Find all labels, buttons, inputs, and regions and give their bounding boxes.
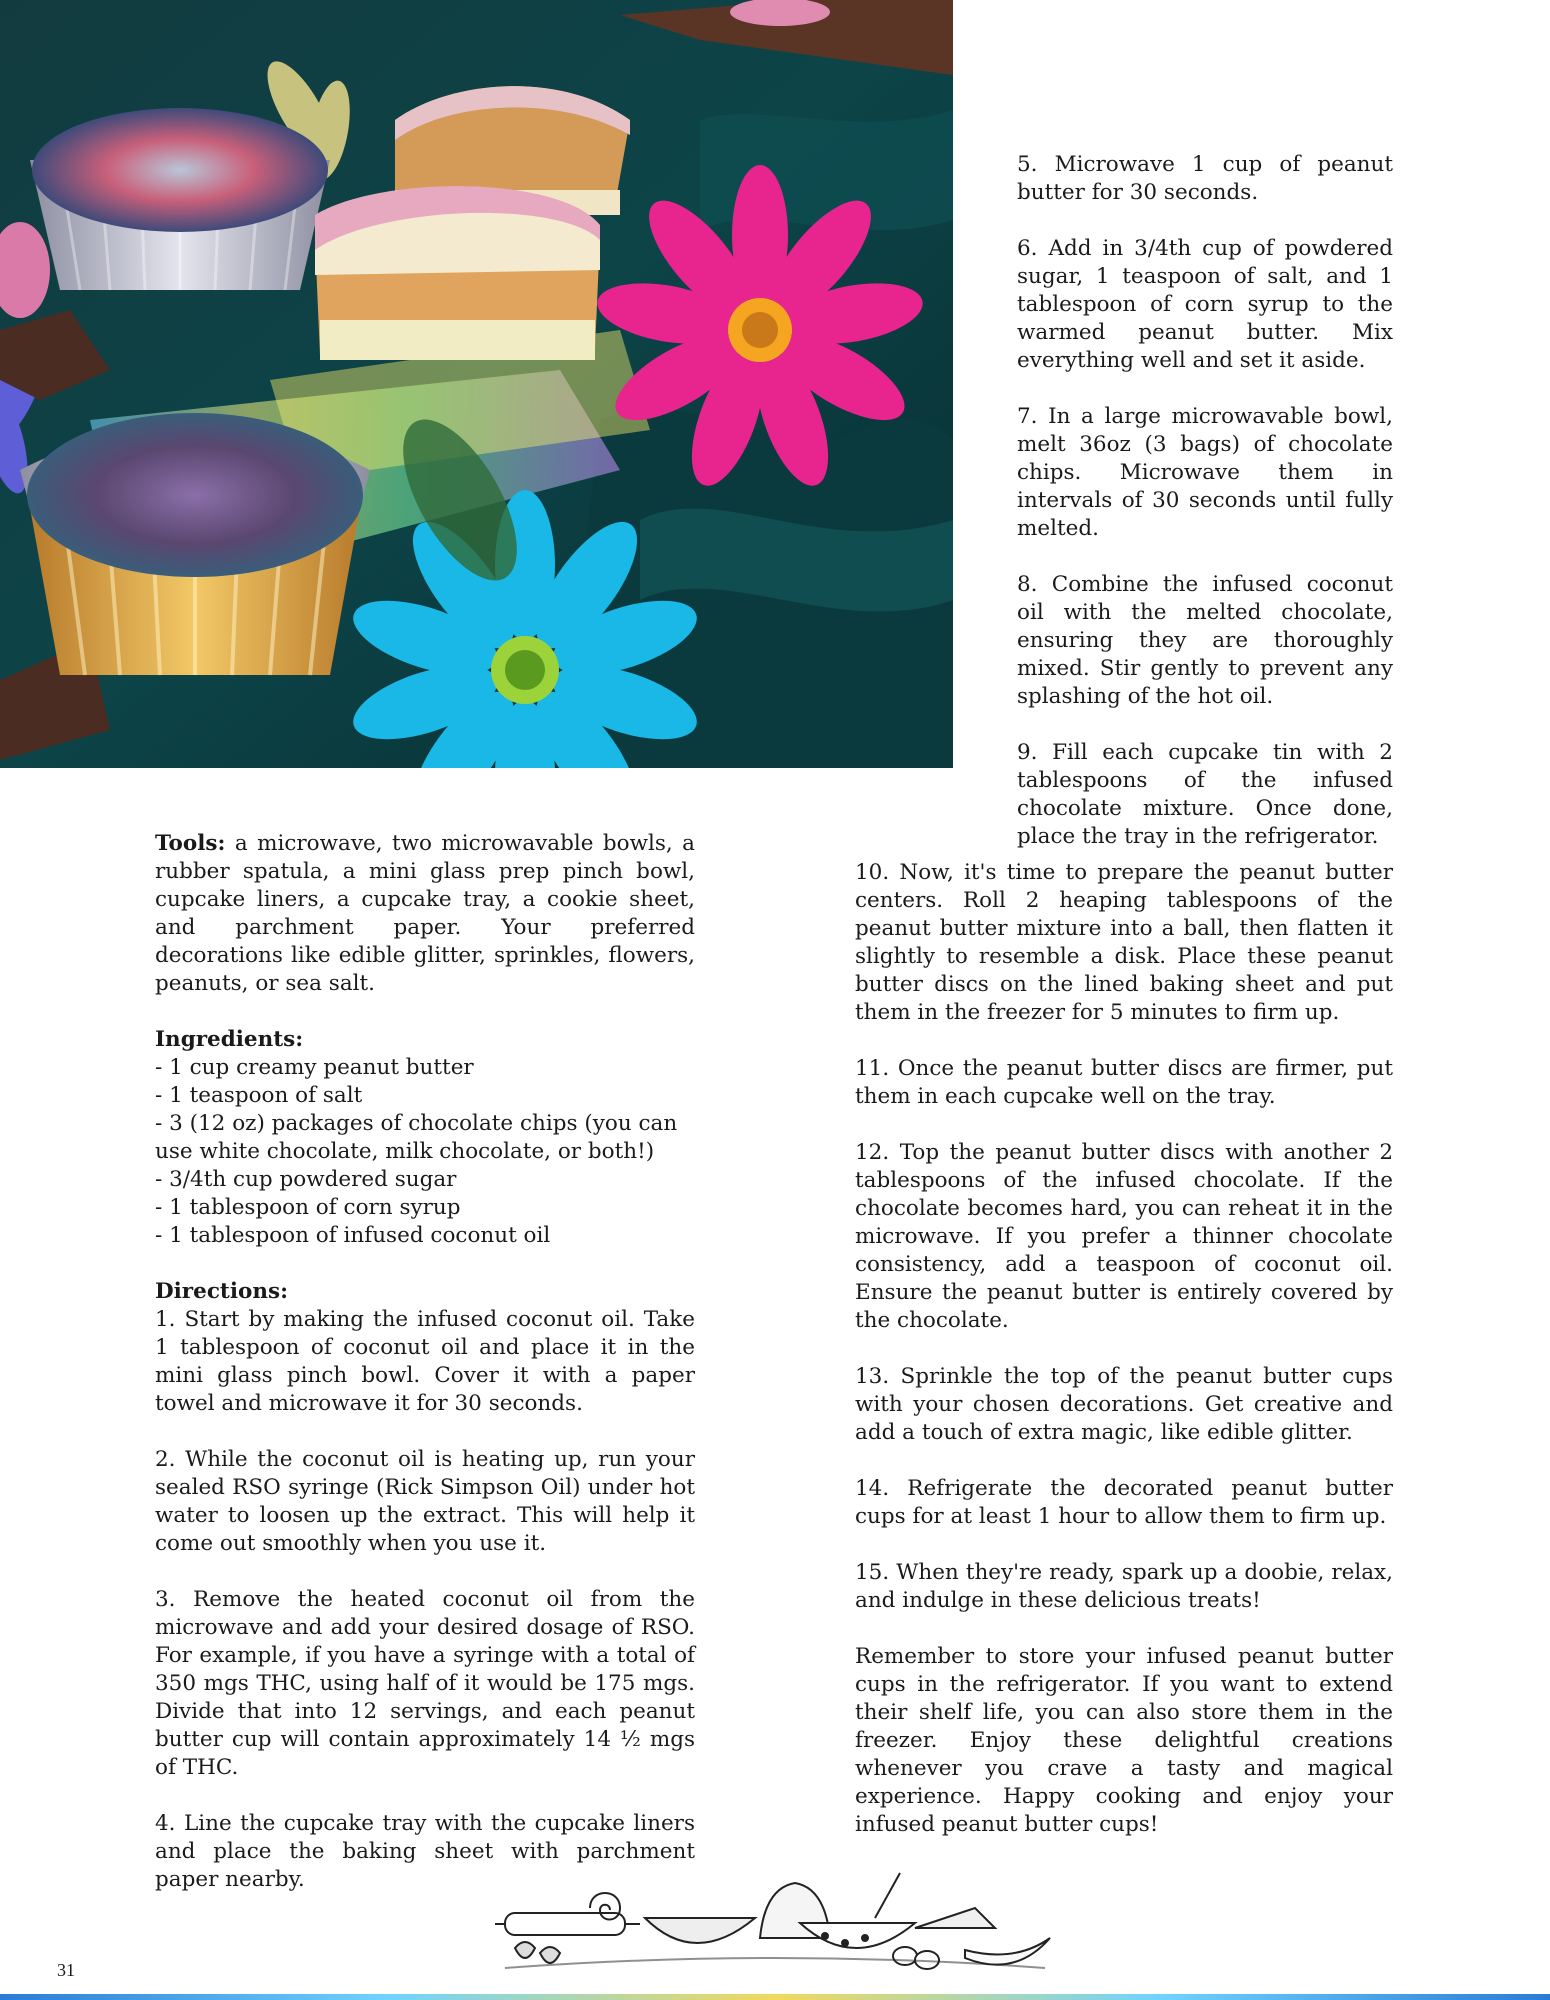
right-top-column xyxy=(1017,151,1393,851)
step-3: 3. Remove the heated coconut oil from the microwave and add your desired dosage of RSO. For example, if you have a syringe with a total of 350 mgs THC, using half of it would be 175 mgs. Divide that into 12 servings, and each peanut butter cup will contain approximately 14 ½ mgs of THC. xyxy=(155,1587,695,1780)
step-10: 10. Now, it's time to prepare the peanut butter centers. Roll 2 heaping tablespoons of the peanut butter mixture into a ball, then flatten it slightly to resemble a disk. Place these peanut butter discs on the lined baking sheet and put them in the freezer for 5 minutes to firm up. xyxy=(855,860,1393,1025)
step-4: 4. Line the cupcake tray with the cupcake liners and place the baking sheet with parchment paper nearby. xyxy=(155,1811,695,1892)
tools-label: Tools: xyxy=(155,831,226,856)
ingredient-item: - 1 tablespoon of infused coconut oil xyxy=(155,1223,551,1248)
bottom-color-strip xyxy=(0,1994,1550,2000)
recipe-photo xyxy=(0,0,953,768)
step-14: 14. Refrigerate the decorated peanut butter cups for at least 1 hour to allow them to firm up. xyxy=(855,1476,1393,1529)
step-7: 7. In a large microwavable bowl, melt 36oz (3 bags) of chocolate chips. Microwave them in intervals of 30 seconds until fully melted. xyxy=(1017,404,1393,541)
step-6: 6. Add in 3/4th cup of powdered sugar, 1 teaspoon of salt, and 1 tablespoon of corn syrup to the warmed peanut butter. Mix everything well and set it aside. xyxy=(1017,236,1393,373)
step-1: 1. Start by making the infused coconut oil. Take 1 tablespoon of coconut oil and place it in the mini glass pinch bowl. Cover it with a paper towel and microwave it for 30 seconds. xyxy=(155,1307,695,1416)
step-5: 5. Microwave 1 cup of peanut butter for 30 seconds. xyxy=(1017,152,1393,205)
tools-text: a microwave, two microwavable bowls, a rubber spatula, a mini glass prep pinch bowl, cupcake liners, a cupcake tray, a cookie sheet, and parchment paper. Your preferred decorations like edible glitter, sprinkles, flowers, peanuts, or sea salt. xyxy=(155,831,695,996)
step-2: 2. While the coconut oil is heating up, run your sealed RSO syringe (Rick Simpson Oil) under hot water to loosen up the extract. This will help it come out smoothly when you use it. xyxy=(155,1447,695,1556)
peanut-butter-cups-photo xyxy=(0,0,953,768)
step-8: 8. Combine the infused coconut oil with the melted chocolate, ensuring they are thoroughly mixed. Stir gently to prevent any splashing of the hot oil. xyxy=(1017,572,1393,709)
ingredient-item: - 3 (12 oz) packages of chocolate chips (you can use white chocolate, milk chocolate, or both!) xyxy=(155,1111,678,1164)
step-15: 15. When they're ready, spark up a doobie, relax, and indulge in these delicious treats! xyxy=(855,1560,1393,1613)
page-number: 31 xyxy=(57,1960,75,1980)
left-column xyxy=(155,830,695,1894)
right-bottom-column xyxy=(855,859,1393,1839)
step-13: 13. Sprinkle the top of the peanut butter cups with your chosen decorations. Get creative and add a touch of extra magic, like edible glitter. xyxy=(855,1364,1393,1445)
baking-tools-illustration-icon xyxy=(495,1868,1055,1978)
step-12: 12. Top the peanut butter discs with another 2 tablespoons of the infused chocolate. If the chocolate becomes hard, you can reheat it in the microwave. If you prefer a thinner chocolate consistency, add a teaspoon of coconut oil. Ensure the peanut butter is entirely covered by the chocolate. xyxy=(855,1140,1393,1333)
ingredient-item: - 1 cup creamy peanut butter xyxy=(155,1055,474,1080)
tools-paragraph xyxy=(155,830,695,998)
step-9: 9. Fill each cupcake tin with 2 tablespoons of the infused chocolate mixture. Once done, place the tray in the refrigerator. xyxy=(1017,740,1393,849)
step-11: 11. Once the peanut butter discs are firmer, put them in each cupcake well on the tray. xyxy=(855,1056,1393,1109)
ingredient-item: - 1 teaspoon of salt xyxy=(155,1083,363,1108)
ingredient-item: - 1 tablespoon of corn syrup xyxy=(155,1195,461,1220)
closing-paragraph: Remember to store your infused peanut butter cups in the refrigerator. If you want to extend their shelf life, you can also store them in the freezer. Enjoy these delightful creations whenever you crave a tasty and magical experience. Happy cooking and enjoy your infused peanut butter cups! xyxy=(855,1644,1393,1837)
ingredients-label: Ingredients: xyxy=(155,1027,304,1052)
ingredient-item: - 3/4th cup powdered sugar xyxy=(155,1167,457,1192)
directions-label: Directions: xyxy=(155,1279,289,1304)
ingredients-list xyxy=(155,1054,695,1250)
